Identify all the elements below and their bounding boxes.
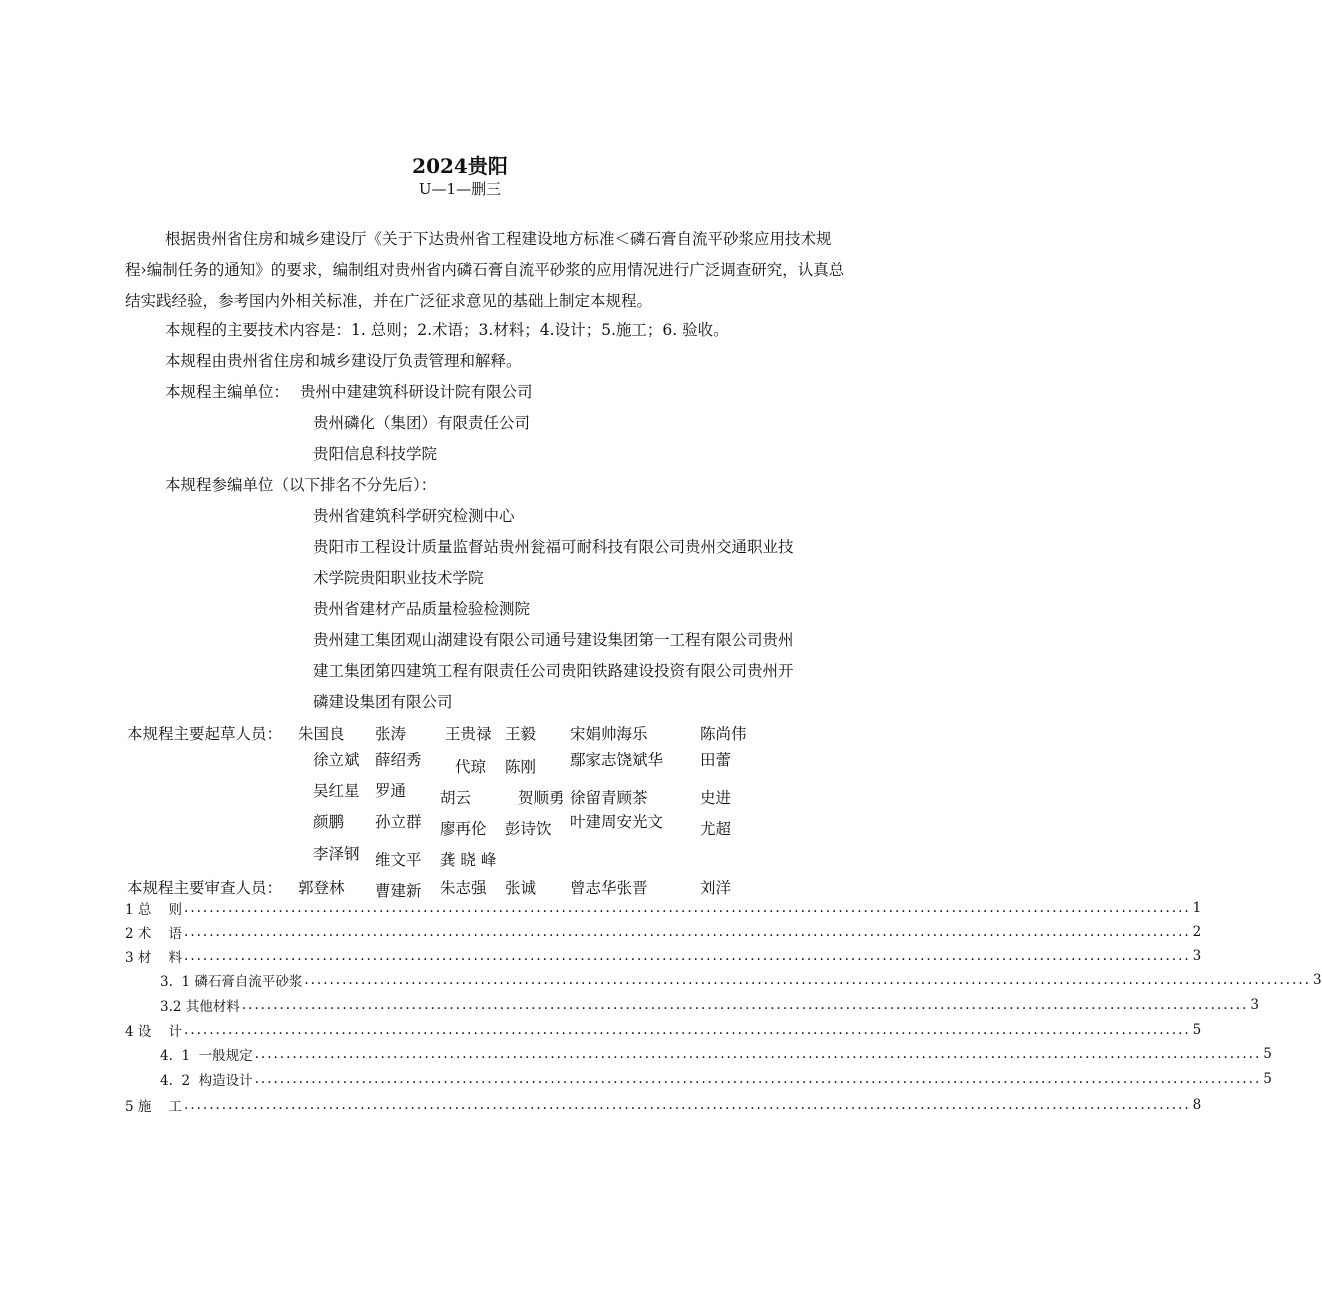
drafter-name: 龚 晓 峰 xyxy=(440,851,497,869)
drafter-name: 徐留青顾茶 xyxy=(570,789,648,807)
toc-entry-page: 2 xyxy=(1192,924,1202,940)
drafter-name: 王贵禄 xyxy=(445,725,492,743)
participating-unit-line: 贵州省建材产品质量检验检测院 xyxy=(313,600,531,618)
drafter-name: 宋娟帅海乐 xyxy=(570,725,648,743)
preface-paragraph-1: 根据贵州省住房和城乡建设厅《关于下达贵州省工程建设地方标准＜磷石膏自流平砂浆应用技术规程›编制任务的通知》的要求，编制组对贵州省内磷石膏自流平砂浆的应用情况进行广泛调查研究，认真总结实践经验，参考国内外相关标准，并在广泛征求意见的基础上制定本规程。 xyxy=(125,230,845,310)
toc-entry-page: 1 xyxy=(1192,900,1202,916)
drafter-name: 王毅 xyxy=(505,725,537,743)
toc-entry[interactable] xyxy=(125,897,1202,919)
toc-entry[interactable] xyxy=(160,969,1322,991)
reviewer-name: 朱志强 xyxy=(440,879,487,897)
reviewer-name: 刘洋 xyxy=(700,879,732,897)
participating-unit-line: 建工集团第四建筑工程有限责任公司贵阳铁路建设投资有限公司贵州开 xyxy=(313,662,794,680)
reviewer-name: 郭登林 xyxy=(298,879,345,897)
toc-entry-label: 2 术 语 xyxy=(125,926,183,942)
preface-paragraph-3: 本规程由贵州省住房和城乡建设厅负责管理和解释。 xyxy=(165,352,522,370)
drafter-name: 胡云 xyxy=(440,789,472,807)
toc-entry-page: 3 xyxy=(1192,948,1202,964)
toc-entry-label: 4. 2 构造设计 xyxy=(160,1073,253,1089)
toc-leader: ................................................................................................................................................................ xyxy=(184,1097,1191,1113)
toc-leader: ................................................................................................................................................................ xyxy=(241,997,1249,1013)
drafter-name: 颜鹏 xyxy=(313,813,345,831)
toc-entry[interactable] xyxy=(160,994,1259,1016)
drafter-name: 李泽钢 xyxy=(313,845,360,863)
drafters-label: 本规程主要起草人员： xyxy=(127,725,283,743)
toc-entry-label: 5 施 工 xyxy=(125,1099,183,1115)
toc-entry[interactable] xyxy=(125,1019,1202,1041)
drafter-name: 代琼 xyxy=(455,758,487,776)
toc-entry-label: 3.2 其他材料 xyxy=(160,999,240,1015)
drafter-name: 叶建周安光文 xyxy=(570,813,664,831)
page-title: 2024贵阳 xyxy=(412,154,508,178)
chief-unit: 贵州磷化（集团）有限责任公司 xyxy=(313,414,531,432)
drafter-name: 孙立群 xyxy=(375,813,422,831)
drafter-name: 吴红星 xyxy=(313,782,360,800)
drafter-name: 彭诗饮 xyxy=(505,820,552,838)
toc-entry[interactable] xyxy=(160,1068,1272,1090)
drafter-name: 廖再伦 xyxy=(440,820,487,838)
participating-unit-line: 磷建设集团有限公司 xyxy=(313,693,453,711)
drafter-name: 朱国良 xyxy=(298,725,345,743)
toc-entry[interactable] xyxy=(125,1094,1202,1116)
toc-leader: ................................................................................................................................................................ xyxy=(184,948,1191,964)
drafter-name: 薛绍秀 xyxy=(375,751,422,769)
toc-leader: ................................................................................................................................................................ xyxy=(184,924,1191,940)
toc-entry[interactable] xyxy=(125,921,1202,943)
toc-entry[interactable] xyxy=(160,1043,1272,1065)
participating-unit-line: 贵阳市工程设计质量监督站贵州瓮福可耐科技有限公司贵州交通职业技 xyxy=(313,538,794,556)
drafter-name: 维文平 xyxy=(375,851,422,869)
preface-paragraph-2: 本规程的主要技术内容是：1. 总则；2.术语；3.材料；4.设计；5.施工；6. 验收。 xyxy=(165,321,729,339)
toc-entry-label: 1 总 则 xyxy=(125,902,183,918)
toc-entry-label: 4 设 计 xyxy=(125,1024,183,1040)
chief-unit: 贵州中建建筑科研设计院有限公司 xyxy=(300,383,533,401)
toc-leader: ................................................................................................................................................................ xyxy=(184,1022,1191,1038)
page-subtitle: U—1—删三 xyxy=(418,180,502,198)
drafter-name: 陈刚 xyxy=(505,758,537,776)
drafter-name: 史进 xyxy=(700,789,732,807)
drafter-name: 罗通 xyxy=(375,782,407,800)
drafter-name: 张涛 xyxy=(375,725,407,743)
participating-units-label: 本规程参编单位（以下排名不分先后）： xyxy=(165,476,437,494)
toc-leader: ................................................................................................................................................................ xyxy=(254,1071,1262,1087)
reviewer-name: 曹建新 xyxy=(375,882,422,900)
toc-entry-label: 4. 1 一般规定 xyxy=(160,1048,253,1064)
toc-leader: ................................................................................................................................................................ xyxy=(304,972,1311,988)
drafter-name: 鄢家志饶斌华 xyxy=(570,751,664,769)
drafter-name: 徐立斌 xyxy=(313,751,360,769)
participating-unit-line: 贵州建工集团观山湖建设有限公司通号建设集团第一工程有限公司贵州 xyxy=(313,631,794,649)
toc-entry-label: 3 材 料 xyxy=(125,950,183,966)
toc-entry-label: 3. 1 磷石膏自流平砂浆 xyxy=(160,974,303,990)
toc-entry-page: 5 xyxy=(1192,1022,1202,1038)
reviewer-name: 曾志华张晋 xyxy=(570,879,648,897)
toc-leader: ................................................................................................................................................................ xyxy=(254,1046,1262,1062)
participating-unit-line: 贵州省建筑科学研究检测中心 xyxy=(313,507,515,525)
chief-units-label: 本规程主编单位： xyxy=(165,383,290,401)
toc-entry-page: 8 xyxy=(1192,1097,1202,1113)
drafter-name: 田蕾 xyxy=(700,751,732,769)
toc-entry[interactable] xyxy=(125,945,1202,967)
toc-leader: ................................................................................................................................................................ xyxy=(184,900,1191,916)
chief-unit: 贵阳信息科技学院 xyxy=(313,445,438,463)
drafter-name: 陈尚伟 xyxy=(700,725,747,743)
reviewers-label: 本规程主要审查人员： xyxy=(127,879,283,897)
toc-entry-page: 5 xyxy=(1263,1046,1272,1062)
toc-entry-page: 5 xyxy=(1263,1071,1272,1087)
drafter-name: 贺顺勇 xyxy=(518,789,565,807)
drafter-name: 尤超 xyxy=(700,820,732,838)
toc-entry-page: 3 xyxy=(1312,972,1322,988)
participating-unit-line: 术学院贵阳职业技术学院 xyxy=(313,569,484,587)
toc-entry-page: 3 xyxy=(1250,997,1259,1013)
reviewer-name: 张诚 xyxy=(505,879,537,897)
